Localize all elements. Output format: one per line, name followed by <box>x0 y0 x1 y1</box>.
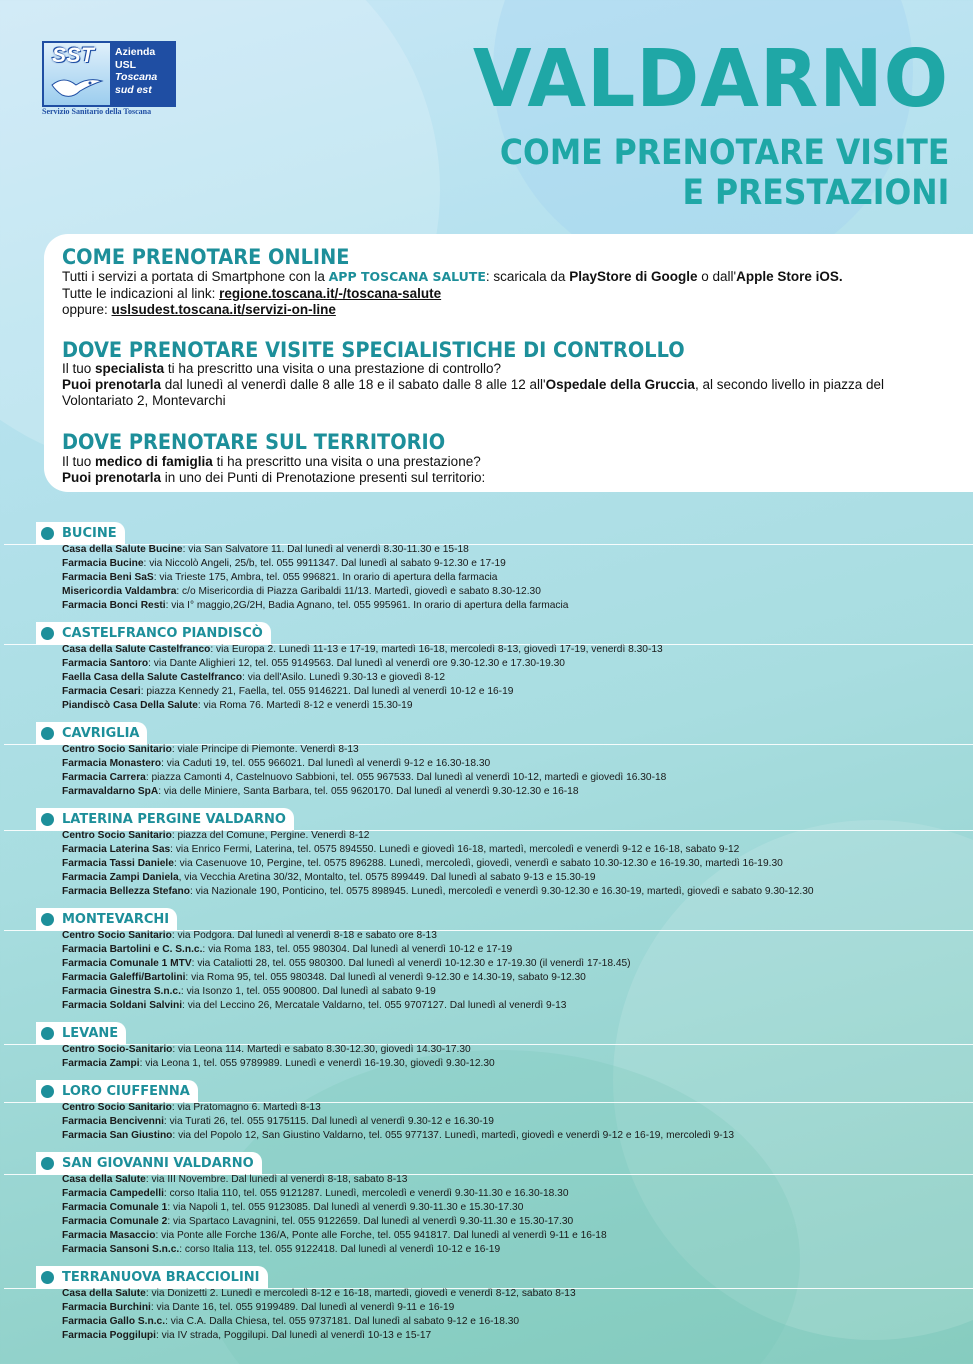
booking-point <box>62 971 586 985</box>
booking-point-details: : via Turati 26, tel. 055 9175115. Dal lunedì al venerdì 9.30-12 e 16.30-19 <box>163 1116 494 1127</box>
booking-point-name: Farmacia Poggilupi <box>62 1330 156 1341</box>
booking-point <box>62 1329 431 1343</box>
booking-point-name: Farmacia Bellezza Stefano <box>62 886 190 897</box>
booking-point-details: : via Europa 2. Lunedì 11-13 e 17-19, martedì 16-18, mercoledì 8-13, giovedì 17-19, venerdì 8.30-13 <box>210 644 663 655</box>
booking-point <box>62 1287 576 1301</box>
booking-point-name: Casa della Salute <box>62 1174 146 1185</box>
booking-point-details: : c/o Misericordia di Piazza Garibaldi 11/13. Martedì, giovedì e sabato 8.30-12.30 <box>176 586 541 597</box>
booking-point <box>62 1129 734 1143</box>
booking-point-details: : corso Italia 110, tel. 055 9121287. Lunedì, mercoledì e venerdì 9.30-11.30 e 16.30-18.30 <box>163 1188 569 1199</box>
seagull-icon <box>50 71 104 101</box>
booking-point <box>62 1215 573 1229</box>
booking-point-name: Farmacia Sansoni S.n.c. <box>62 1244 180 1255</box>
booking-point-details: : viale Principe di Piemonte. Venerdì 8-13 <box>171 744 359 755</box>
booking-point-name: Farmacia Bencivenni <box>62 1116 164 1127</box>
booking-point-name: Farmacia Masaccio <box>62 1230 156 1241</box>
logo-line: Toscana <box>115 71 158 84</box>
booking-point <box>62 743 359 757</box>
booking-point-name: Farmacia Galeffi/Bartolini <box>62 972 186 983</box>
booking-point-name: Farmacia Santoro <box>62 658 149 669</box>
booking-point <box>62 643 663 657</box>
town-heading: LEVANE <box>36 1022 126 1045</box>
booking-point <box>62 929 437 943</box>
regione-link[interactable]: regione.toscana.it/-/toscana-salute <box>219 286 442 301</box>
bullet-icon <box>41 1085 54 1098</box>
booking-point-name: Centro Socio Sanitario <box>62 1102 172 1113</box>
booking-point <box>62 1315 519 1329</box>
booking-point-name: Farmacia Comunale 1 MTV <box>62 958 192 969</box>
controllo-line-2: Puoi prenotarla dal lunedì al venerdì dalle 8 alle 18 e il sabato dalle 8 alle 12 all'Ospedale della Gruccia, al secondo livello in piazza del Volontariato 2, Montevarchi <box>62 377 885 408</box>
booking-point-name: Farmacia Beni SaS <box>62 572 154 583</box>
booking-point-name: Farmacia Monastero <box>62 758 162 769</box>
booking-point-name: Farmavaldarno SpA <box>62 786 159 797</box>
booking-point-name: Casa della Salute Castelfranco <box>62 644 211 655</box>
logo-line: Azienda <box>115 46 156 58</box>
section-title-controllo: DOVE PRENOTARE VISITE SPECIALISTICHE DI CONTROLLO <box>62 338 685 362</box>
booking-point-details: : via Isonzo 1, tel. 055 900800. Dal lunedì al sabato 9-19 <box>180 986 436 997</box>
booking-point-details: : via Ponte alle Forche 136/A, Ponte alle Forche, tel. 055 941817. Dal lunedì al venerdì 9-11 e 16-18 <box>155 1230 607 1241</box>
booking-point-details: : via del Popolo 12, San Giustino Valdarno, tel. 055 977137. Lunedì, martedì, giovedì e venerdì 9-12 e 16-19, mercoledì 9-13 <box>172 1130 735 1141</box>
booking-point <box>62 585 541 599</box>
booking-point-details: : via San Salvatore 11. Dal lunedì al venerdì 8.30-11.30 e 15-18 <box>182 544 469 555</box>
bullet-icon <box>41 727 54 740</box>
booking-point-name: Misericordia Valdambra <box>62 586 177 597</box>
section-title-territorio: DOVE PRENOTARE SUL TERRITORIO <box>62 430 446 454</box>
booking-point <box>62 871 596 885</box>
town-heading: TERRANUOVA BRACCIOLINI <box>36 1266 268 1289</box>
booking-point-name: Farmacia Soldani Salvini <box>62 1000 183 1011</box>
booking-point-details: : via Dante 16, tel. 055 9199489. Dal lunedì al venerdì 9-11 e 16-19 <box>150 1302 455 1313</box>
booking-point <box>62 685 513 699</box>
page-title: VALDARNO <box>472 33 949 125</box>
booking-point-details: : via Trieste 175, Ambra, tel. 055 996821. In orario di apertura della farmacia <box>153 572 498 583</box>
booking-point-details: : via Pratomagno 6. Martedì 8-13 <box>171 1102 321 1113</box>
booking-point-details: : via Napoli 1, tel. 055 9123085. Dal lunedì al venerdì 9.30-11.30 e 15.30-17.30 <box>167 1202 524 1213</box>
subtitle-line-2: E PRESTAZIONI <box>682 173 949 213</box>
subtitle-line-1: COME PRENOTARE VISITE <box>499 133 949 173</box>
booking-point-details: : via Cataliotti 28, tel. 055 980300. Dal lunedì al venerdì 10-12.30 e 17-19.30 (il venerdì 17-18.45) <box>191 958 631 969</box>
town-heading: CAVRIGLIA <box>36 722 147 745</box>
territorio-line-1: Il tuo medico di famiglia ti ha prescritto una visita o una prestazione? <box>62 454 481 469</box>
booking-point <box>62 957 631 971</box>
booking-point <box>62 1301 454 1315</box>
booking-point <box>62 843 739 857</box>
section-title-online: COME PRENOTARE ONLINE <box>62 245 350 269</box>
booking-point-details: : via C.A. Dalla Chiesa, tel. 055 9737181. Dal lunedì al sabato 9-12 e 16-18.30 <box>165 1316 520 1327</box>
booking-point-details: , via Vecchia Aretina 30/32, Montalto, tel. 0575 899449. Dal lunedì al sabato 9-13 e 15.30-19 <box>178 872 596 883</box>
bullet-icon <box>41 913 54 926</box>
online-line-3: oppure: uslsudest.toscana.it/servizi-on-line <box>62 302 336 317</box>
booking-point <box>62 985 436 999</box>
logo-caption: Servizio Sanitario della Toscana <box>42 107 152 116</box>
booking-point-name: Farmacia Laterina Sas <box>62 844 171 855</box>
booking-point <box>62 1057 495 1071</box>
booking-point-details: : via I° maggio,2G/2H, Badia Agnano, tel. 055 995961. In orario di apertura della farmacia <box>165 600 569 611</box>
booking-point <box>62 785 578 799</box>
bullet-icon <box>41 1157 54 1170</box>
booking-point-name: Farmacia Burchini <box>62 1302 151 1313</box>
town-heading: LORO CIUFFENNA <box>36 1080 198 1103</box>
town-heading: SAN GIOVANNI VALDARNO <box>36 1152 262 1175</box>
town-heading: BUCINE <box>36 522 125 545</box>
booking-point-details: : piazza Kennedy 21, Faella, tel. 055 9146221. Dal lunedì al venerdì 10-12 e 16-19 <box>140 686 514 697</box>
booking-point-details: : via IV strada, Poggilupi. Dal lunedì al venerdì 10-13 e 15-17 <box>155 1330 432 1341</box>
booking-point <box>62 699 413 713</box>
booking-point-name: Farmacia Zampi <box>62 1058 140 1069</box>
booking-point-details: : via delle Miniere, Santa Barbara, tel. 055 9620170. Dal lunedì al venerdì 9.30-12.30 e 16-18 <box>158 786 579 797</box>
booking-point <box>62 657 565 671</box>
town-heading: MONTEVARCHI <box>36 908 177 931</box>
usl-logo <box>42 41 176 119</box>
booking-point <box>62 999 566 1013</box>
booking-point-name: Centro Socio Sanitario <box>62 744 172 755</box>
booking-point <box>62 599 568 613</box>
booking-point <box>62 543 469 557</box>
booking-point <box>62 571 497 585</box>
booking-point <box>62 1043 471 1057</box>
booking-point-details: : via Roma 95, tel. 055 980348. Dal lunedì al venerdì 9-12.30 e 14.30-19, sabato 9-12.30 <box>185 972 586 983</box>
booking-point <box>62 757 490 771</box>
online-line-2: Tutte le indicazioni al link: regione.toscana.it/-/toscana-salute <box>62 286 442 301</box>
logo-sst-text: SST <box>52 44 95 67</box>
booking-point-details: : via Niccolò Angeli, 25/b, tel. 055 9911347. Dal lunedì al sabato 9-12.30 e 17-19 <box>143 558 506 569</box>
booking-point-name: Piandiscò Casa Della Salute <box>62 700 198 711</box>
booking-point-details: : via Casenuove 10, Pergine, tel. 0575 896288. Lunedì, mercoledì, giovedì, venerdì e sabato 10.30-12.30 e 16-19.30, martedì 16-19.30 <box>173 858 783 869</box>
booking-point-name: Farmacia Tassi Daniele <box>62 858 174 869</box>
booking-point <box>62 1173 407 1187</box>
booking-point-name: Casa della Salute Bucine <box>62 544 183 555</box>
booking-point <box>62 771 666 785</box>
app-name: APP TOSCANA SALUTE <box>328 269 486 284</box>
booking-point-details: : via Roma 76. Martedì 8-12 e venerdì 15.30-19 <box>197 700 413 711</box>
booking-point-details: : via Leona 114. Martedì e sabato 8.30-12.30, giovedì 14.30-17.30 <box>172 1044 471 1055</box>
booking-point <box>62 1187 569 1201</box>
booking-point-name: Farmacia Campedelli <box>62 1188 164 1199</box>
booking-point-name: Farmacia Comunale 2 <box>62 1216 168 1227</box>
booking-point <box>62 557 506 571</box>
booking-point-details: : via Dante Alighieri 12, tel. 055 9149563. Dal lunedì al venerdì ore 9.30-12.30 e 17.30-19.30 <box>148 658 565 669</box>
bullet-icon <box>41 527 54 540</box>
online-line-1: Tutti i servizi a portata di Smartphone con la APP TOSCANA SALUTE: scaricala da PlayStore di Google o dall'Apple Store iOS. <box>62 269 843 284</box>
bullet-icon <box>41 1027 54 1040</box>
booking-point <box>62 857 783 871</box>
booking-point-name: Faella Casa della Salute Castelfranco <box>62 672 243 683</box>
booking-point-name: Casa della Salute <box>62 1288 146 1299</box>
booking-point-name: Farmacia Gallo S.n.c. <box>62 1316 166 1327</box>
booking-point <box>62 885 814 899</box>
booking-point <box>62 829 369 843</box>
booking-point-name: Farmacia Carrera <box>62 772 146 783</box>
booking-point-name: Farmacia San Giustino <box>62 1130 173 1141</box>
booking-point <box>62 1201 523 1215</box>
logo-line: sud est <box>115 83 152 96</box>
booking-point-details: : via del Leccino 26, Mercatale Valdarno, tel. 055 9707127. Dal lunedì al venerdì 9-13 <box>182 1000 567 1011</box>
booking-point-details: : piazza Camonti 4, Castelnuovo Sabbioni, tel. 055 967533. Dal lunedì al venerdì 10-12, martedì e giovedì 16.30-18 <box>145 772 667 783</box>
booking-point-name: Centro Socio Sanitario <box>62 830 172 841</box>
bullet-icon <box>41 813 54 826</box>
booking-point-details: : via Caduti 19, tel. 055 966021. Dal lunedì al venerdì 9-12 e 16.30-18.30 <box>161 758 491 769</box>
booking-point-name: Centro Socio Sanitario <box>62 930 172 941</box>
booking-point <box>62 1115 494 1129</box>
booking-point-details: : via Roma 183, tel. 055 980304. Dal lunedì al venerdì 10-12 e 17-19 <box>202 944 513 955</box>
booking-point <box>62 1229 607 1243</box>
booking-point-details: : via Podgora. Dal lunedì al venerdì 8-18 e sabato ore 8-13 <box>171 930 437 941</box>
booking-point-details: : via Enrico Fermi, Laterina, tel. 0575 894550. Lunedì e giovedì 16-18, martedì, mercoledì e venerdì 9-12 e 16-18, sabato 9-12 <box>170 844 740 855</box>
booking-point-details: : via Leona 1, tel. 055 9789989. Lunedì e venerdì 16-19.30, giovedì 9.30-12.30 <box>139 1058 495 1069</box>
logo-line: USL <box>115 58 136 71</box>
booking-point-details: : via Nazionale 190, Ponticino, tel. 0575 898945. Lunedì, mercoledì e venerdì 9.30-12.30 e 16.30-19, martedì, giovedì e sabato 9.30-12.30 <box>189 886 814 897</box>
page-subtitle <box>500 133 949 213</box>
territorio-line-2: Puoi prenotarla in uno dei Punti di Prenotazione presenti sul territorio: <box>62 470 486 485</box>
booking-point-name: Farmacia Bucine <box>62 558 144 569</box>
booking-point-details: : via Spartaco Lavagnini, tel. 055 9122659. Dal lunedì al venerdì 9.30-11.30 e 15.30-17.30 <box>167 1216 574 1227</box>
booking-point-details: : via III Novembre. Dal lunedì al venerdì 8-18, sabato 8-13 <box>145 1174 408 1185</box>
town-heading: CASTELFRANCO PIANDISCÒ <box>36 622 271 645</box>
booking-point-name: Farmacia Bartolini e C. S.n.c. <box>62 944 203 955</box>
booking-point-details: : via Donizetti 2. Lunedì e mercoledì 8-12 e 16-18, martedì, giovedì e venerdì 8-12, sabato 8-13 <box>145 1288 576 1299</box>
booking-point-name: Farmacia Ginestra S.n.c. <box>62 986 181 997</box>
booking-point <box>62 943 512 957</box>
booking-point-details: : piazza del Comune, Pergine. Venerdì 8-12 <box>171 830 370 841</box>
booking-point <box>62 1101 321 1115</box>
booking-point-name: Farmacia Zampi Daniela <box>62 872 179 883</box>
booking-point-details: : corso Italia 113, tel. 055 9122418. Dal lunedì al venerdì 10-12 e 16-19 <box>179 1244 501 1255</box>
booking-point-name: Farmacia Cesari <box>62 686 141 697</box>
booking-point <box>62 1243 500 1257</box>
booking-point-details: : via dell'Asilo. Lunedì 9.30-13 e giovedì 8-12 <box>242 672 446 683</box>
controllo-line-1: Il tuo specialista ti ha prescritto una visita o una prestazione di controllo? <box>62 361 502 376</box>
town-heading: LATERINA PERGINE VALDARNO <box>36 808 294 831</box>
booking-point-name: Farmacia Comunale 1 <box>62 1202 168 1213</box>
uslsudest-link[interactable]: uslsudest.toscana.it/servizi-on-line <box>111 302 336 317</box>
bullet-icon <box>41 1271 54 1284</box>
bullet-icon <box>41 627 54 640</box>
booking-point-name: Centro Socio-Sanitario <box>62 1044 173 1055</box>
booking-point-name: Farmacia Bonci Resti <box>62 600 166 611</box>
booking-point <box>62 671 445 685</box>
